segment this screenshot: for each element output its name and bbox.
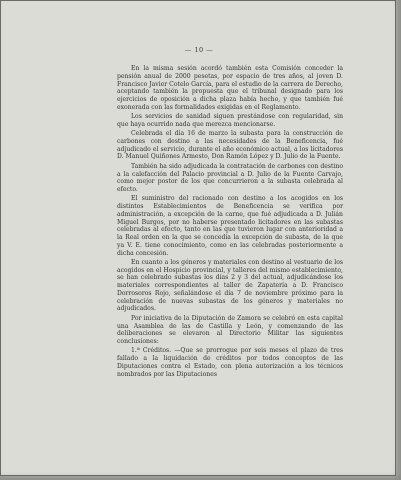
paragraph: Los servicios de sanidad siguen prestándose con regularidad, sin que haya ocurrido nada que merezca mencionarse. (117, 113, 343, 128)
body-text (117, 65, 343, 380)
paragraph: 1.ª Créditos. —Que se prorrogue por seis meses el plazo de tres fallado a la liquidación de créditos por todos conceptos de las Diputaciones contra el Estado, con plena autorización a los técnicos nombrados por las Diputaciones (117, 347, 343, 378)
paragraph: Por iniciativa de la Diputación de Zamora se celebró en esta capital una Asamblea de las de Castilla y León, y comenzando de las deliberaciones se elevaron al Directorio Militar las siguientes conclusiones: (117, 314, 343, 346)
paragraph: El suministro del racionado con destino a los acogidos en los distintos Establecimientos de Beneficencia se verifica por administración, a excepción de la carne, que fué adjudicada a D. Julián Miguel Burgos, por no haberse presentado licitadores en las subastas celebradas al efecto, tanto en las que tuvieron lugar con anterioridad a la Real orden en la que se concedía la excepción de subasta, de la que ya V. E. tiene conocimiento, como en las celebradas posteriormente a dicha concesión. (117, 195, 343, 257)
paragraph: Celebrada el día 16 de marzo la subasta para la construcción de carbones con destino a las necesidades de la Beneficencia, fué adjudicado el servicio, durante el año económico actual, a los licitadores D. Manuel Quiñones Armesto, Don Ramón López y D. Julio de la Fuente. (117, 130, 343, 161)
paragraph: También ha sido adjudicada la contratación de carbones con destino a la calefacción del Palacio provincial a D. Julio de la Fuente Carvajo, como mejor postor de los que concurrieron a la subasta celebrada al efecto. (117, 162, 343, 194)
paragraph: En cuanto a los géneros y materiales con destino al vestuario de los acogidos en el Hospicio provincial, y talleres del mismo establecimiento, se han celebrado subastas los días 2 y 3 del actual, adjudicándose los materiales correspondientes al taller de Zapatería a D. Francisco Dorrosoros Rojo, señalándose el día 7 de noviembre próximo para la celebración de nuevas subastas de los géneros y materiales no adjudicados. (117, 258, 343, 313)
page-number: — 10 — (184, 46, 214, 54)
paragraph: En la misma sesión acordó también esta Comisión conceder la pensión anual de 2000 pesetas, por espacio de tres años, al joven D. Francisco Javier Cotelo García, para el estudio de la carrera de Derecho, aceptando también la propuesta que el tribunal designado para los ejercicios de oposición a dicha plaza había hecho, y que también fué exonerada con las formalidades exigidas en el Reglamento. (117, 65, 343, 111)
